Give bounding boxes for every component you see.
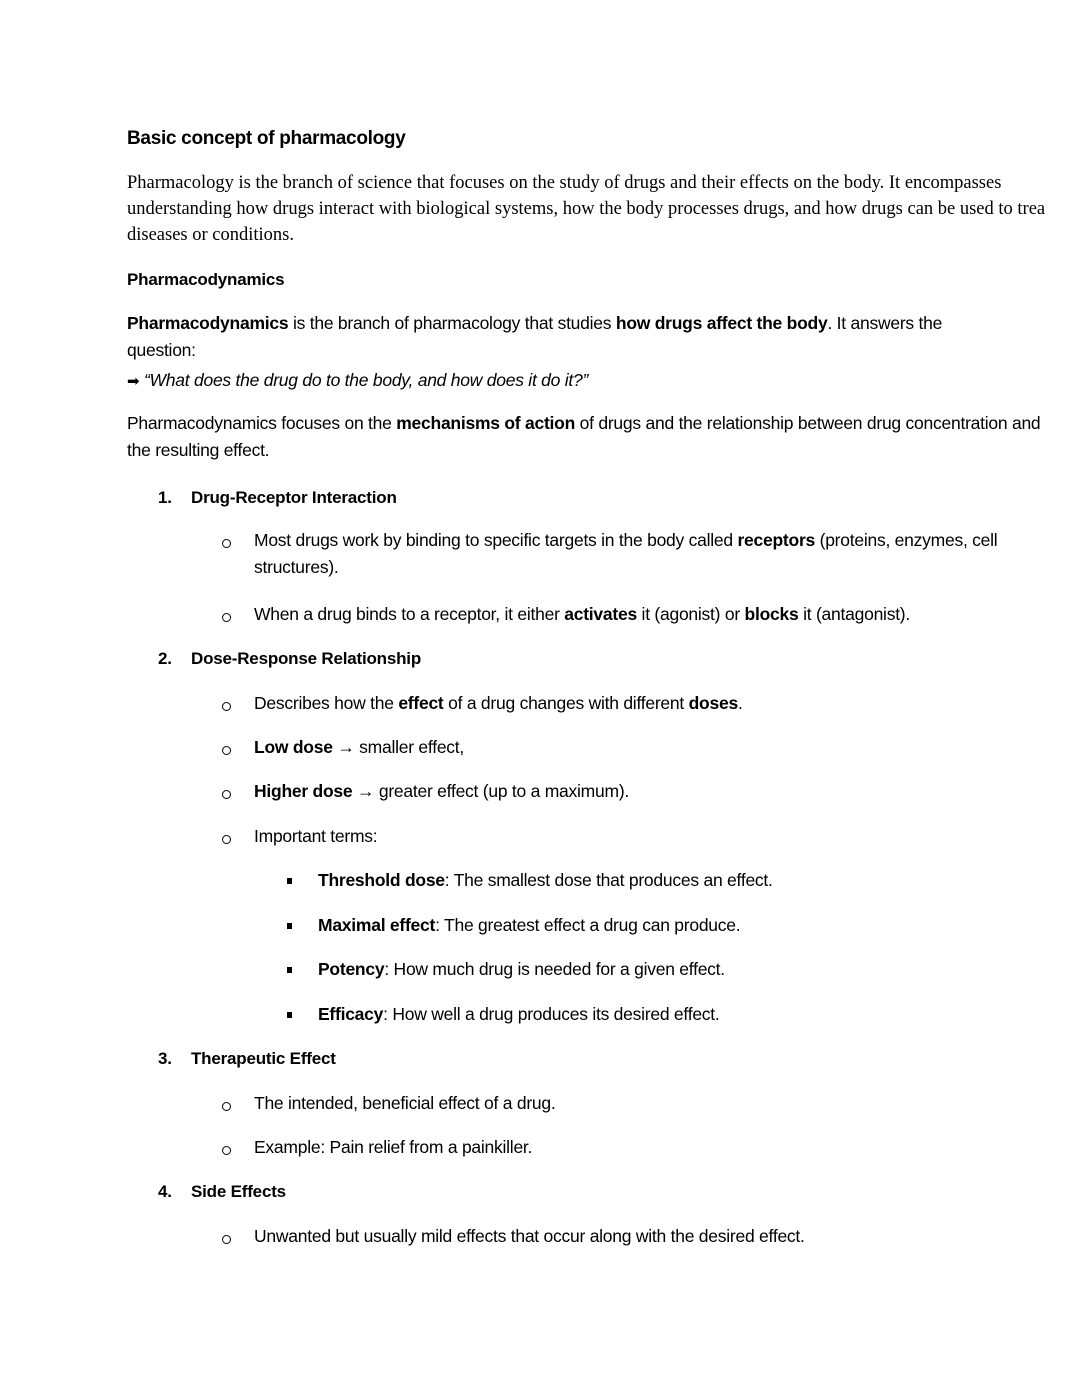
circle-bullet-icon <box>222 1146 231 1155</box>
circle-bullet-icon <box>222 702 231 711</box>
term-definition: : The smallest dose that produces an effect. <box>444 870 773 890</box>
bullet-text <box>254 604 910 625</box>
list-number: 1. <box>158 488 172 507</box>
bullet-text <box>254 737 464 758</box>
definition-text-end: . It answers the <box>827 313 943 333</box>
term-item <box>318 959 725 980</box>
square-bullet-icon <box>287 923 292 929</box>
bullet-text: Important terms: <box>254 826 378 846</box>
definition-emphasis: how drugs affect the body <box>615 313 828 333</box>
emphasis: receptors <box>737 530 815 550</box>
text: When a drug binds to a receptor, it either <box>254 604 565 624</box>
circle-bullet-icon <box>222 790 231 799</box>
text: Describes how the <box>254 693 399 713</box>
bullet-text <box>254 781 629 802</box>
square-bullet-icon <box>287 1012 292 1018</box>
text: Most drugs work by binding to specific targets in the body called <box>254 530 738 550</box>
definition-text: is the branch of pharmacology that studies <box>288 313 616 333</box>
term: Efficacy <box>318 1004 384 1024</box>
bullet-text: Example: Pain relief from a painkiller. <box>254 1137 533 1157</box>
text: it (agonist) or <box>636 604 745 624</box>
list-item-heading <box>158 488 397 508</box>
list-heading: Dose-Response Relationship <box>191 649 422 668</box>
circle-bullet-icon <box>222 1102 231 1111</box>
term-definition: : How much drug is needed for a given effect. <box>384 959 725 979</box>
intro-line-1: Pharmacology is the branch of science that focuses on the study of drugs and their effects on the body. It encompasses <box>127 173 1002 193</box>
list-heading: Drug-Receptor Interaction <box>191 488 397 507</box>
term: Maximal effect <box>318 915 436 935</box>
section-heading: Pharmacodynamics <box>127 270 285 289</box>
bullet-text <box>254 530 997 551</box>
intro-line-2: understanding how drugs interact with biological systems, how the body processes drugs, and how drugs can be used to trea <box>127 199 1046 219</box>
intro-line-3: diseases or conditions. <box>127 225 294 245</box>
focus-text: Pharmacodynamics focuses on the <box>127 413 397 433</box>
focus-line-1 <box>127 413 1040 434</box>
term-definition: : The greatest effect a drug can produce. <box>435 915 741 935</box>
text: → smaller effect, <box>332 737 465 757</box>
circle-bullet-icon <box>222 539 231 548</box>
term: Potency <box>318 959 385 979</box>
text: it (antagonist). <box>798 604 910 624</box>
emphasis: Low dose <box>254 737 333 757</box>
arrow-right-icon: ➡ <box>127 372 140 390</box>
question-line <box>127 370 588 391</box>
focus-line-2: the resulting effect. <box>127 440 270 460</box>
focus-text-end: of drugs and the relationship between drug concentration and <box>575 413 1041 433</box>
text: (proteins, enzymes, cell <box>815 530 998 550</box>
bullet-text: Unwanted but usually mild effects that occur along with the desired effect. <box>254 1226 805 1246</box>
emphasis: activates <box>564 604 637 624</box>
definition-line-1 <box>127 313 942 334</box>
square-bullet-icon <box>287 967 292 973</box>
bullet-text-continuation: structures). <box>254 557 339 577</box>
bullet-text <box>254 693 743 714</box>
text: of a drug changes with different <box>443 693 689 713</box>
circle-bullet-icon <box>222 1235 231 1244</box>
circle-bullet-icon <box>222 835 231 844</box>
list-heading: Side Effects <box>191 1182 286 1201</box>
emphasis: effect <box>398 693 444 713</box>
term-item <box>318 1004 720 1025</box>
term-item <box>318 915 740 936</box>
list-item-heading <box>158 649 421 669</box>
term-definition: : How well a drug produces its desired effect. <box>383 1004 720 1024</box>
text: . <box>737 693 743 713</box>
circle-bullet-icon <box>222 613 231 622</box>
guiding-question: “What does the drug do to the body, and how does it do it?” <box>143 370 589 390</box>
focus-emphasis: mechanisms of action <box>396 413 576 433</box>
emphasis: Higher dose <box>254 781 353 801</box>
list-number: 3. <box>158 1049 172 1068</box>
list-number: 4. <box>158 1182 172 1201</box>
definition-term: Pharmacodynamics <box>127 313 289 333</box>
emphasis: doses <box>688 693 738 713</box>
term-item <box>318 870 773 891</box>
list-number: 2. <box>158 649 172 668</box>
circle-bullet-icon <box>222 746 231 755</box>
text: → greater effect (up to a maximum). <box>352 781 630 801</box>
square-bullet-icon <box>287 878 292 884</box>
emphasis: blocks <box>744 604 799 624</box>
list-item-heading <box>158 1049 336 1069</box>
list-item-heading <box>158 1182 286 1202</box>
list-heading: Therapeutic Effect <box>191 1049 336 1068</box>
document-title: Basic concept of pharmacology <box>127 128 406 149</box>
definition-line-2: question: <box>127 340 196 360</box>
bullet-text: The intended, beneficial effect of a drug. <box>254 1093 556 1113</box>
term: Threshold dose <box>318 870 445 890</box>
